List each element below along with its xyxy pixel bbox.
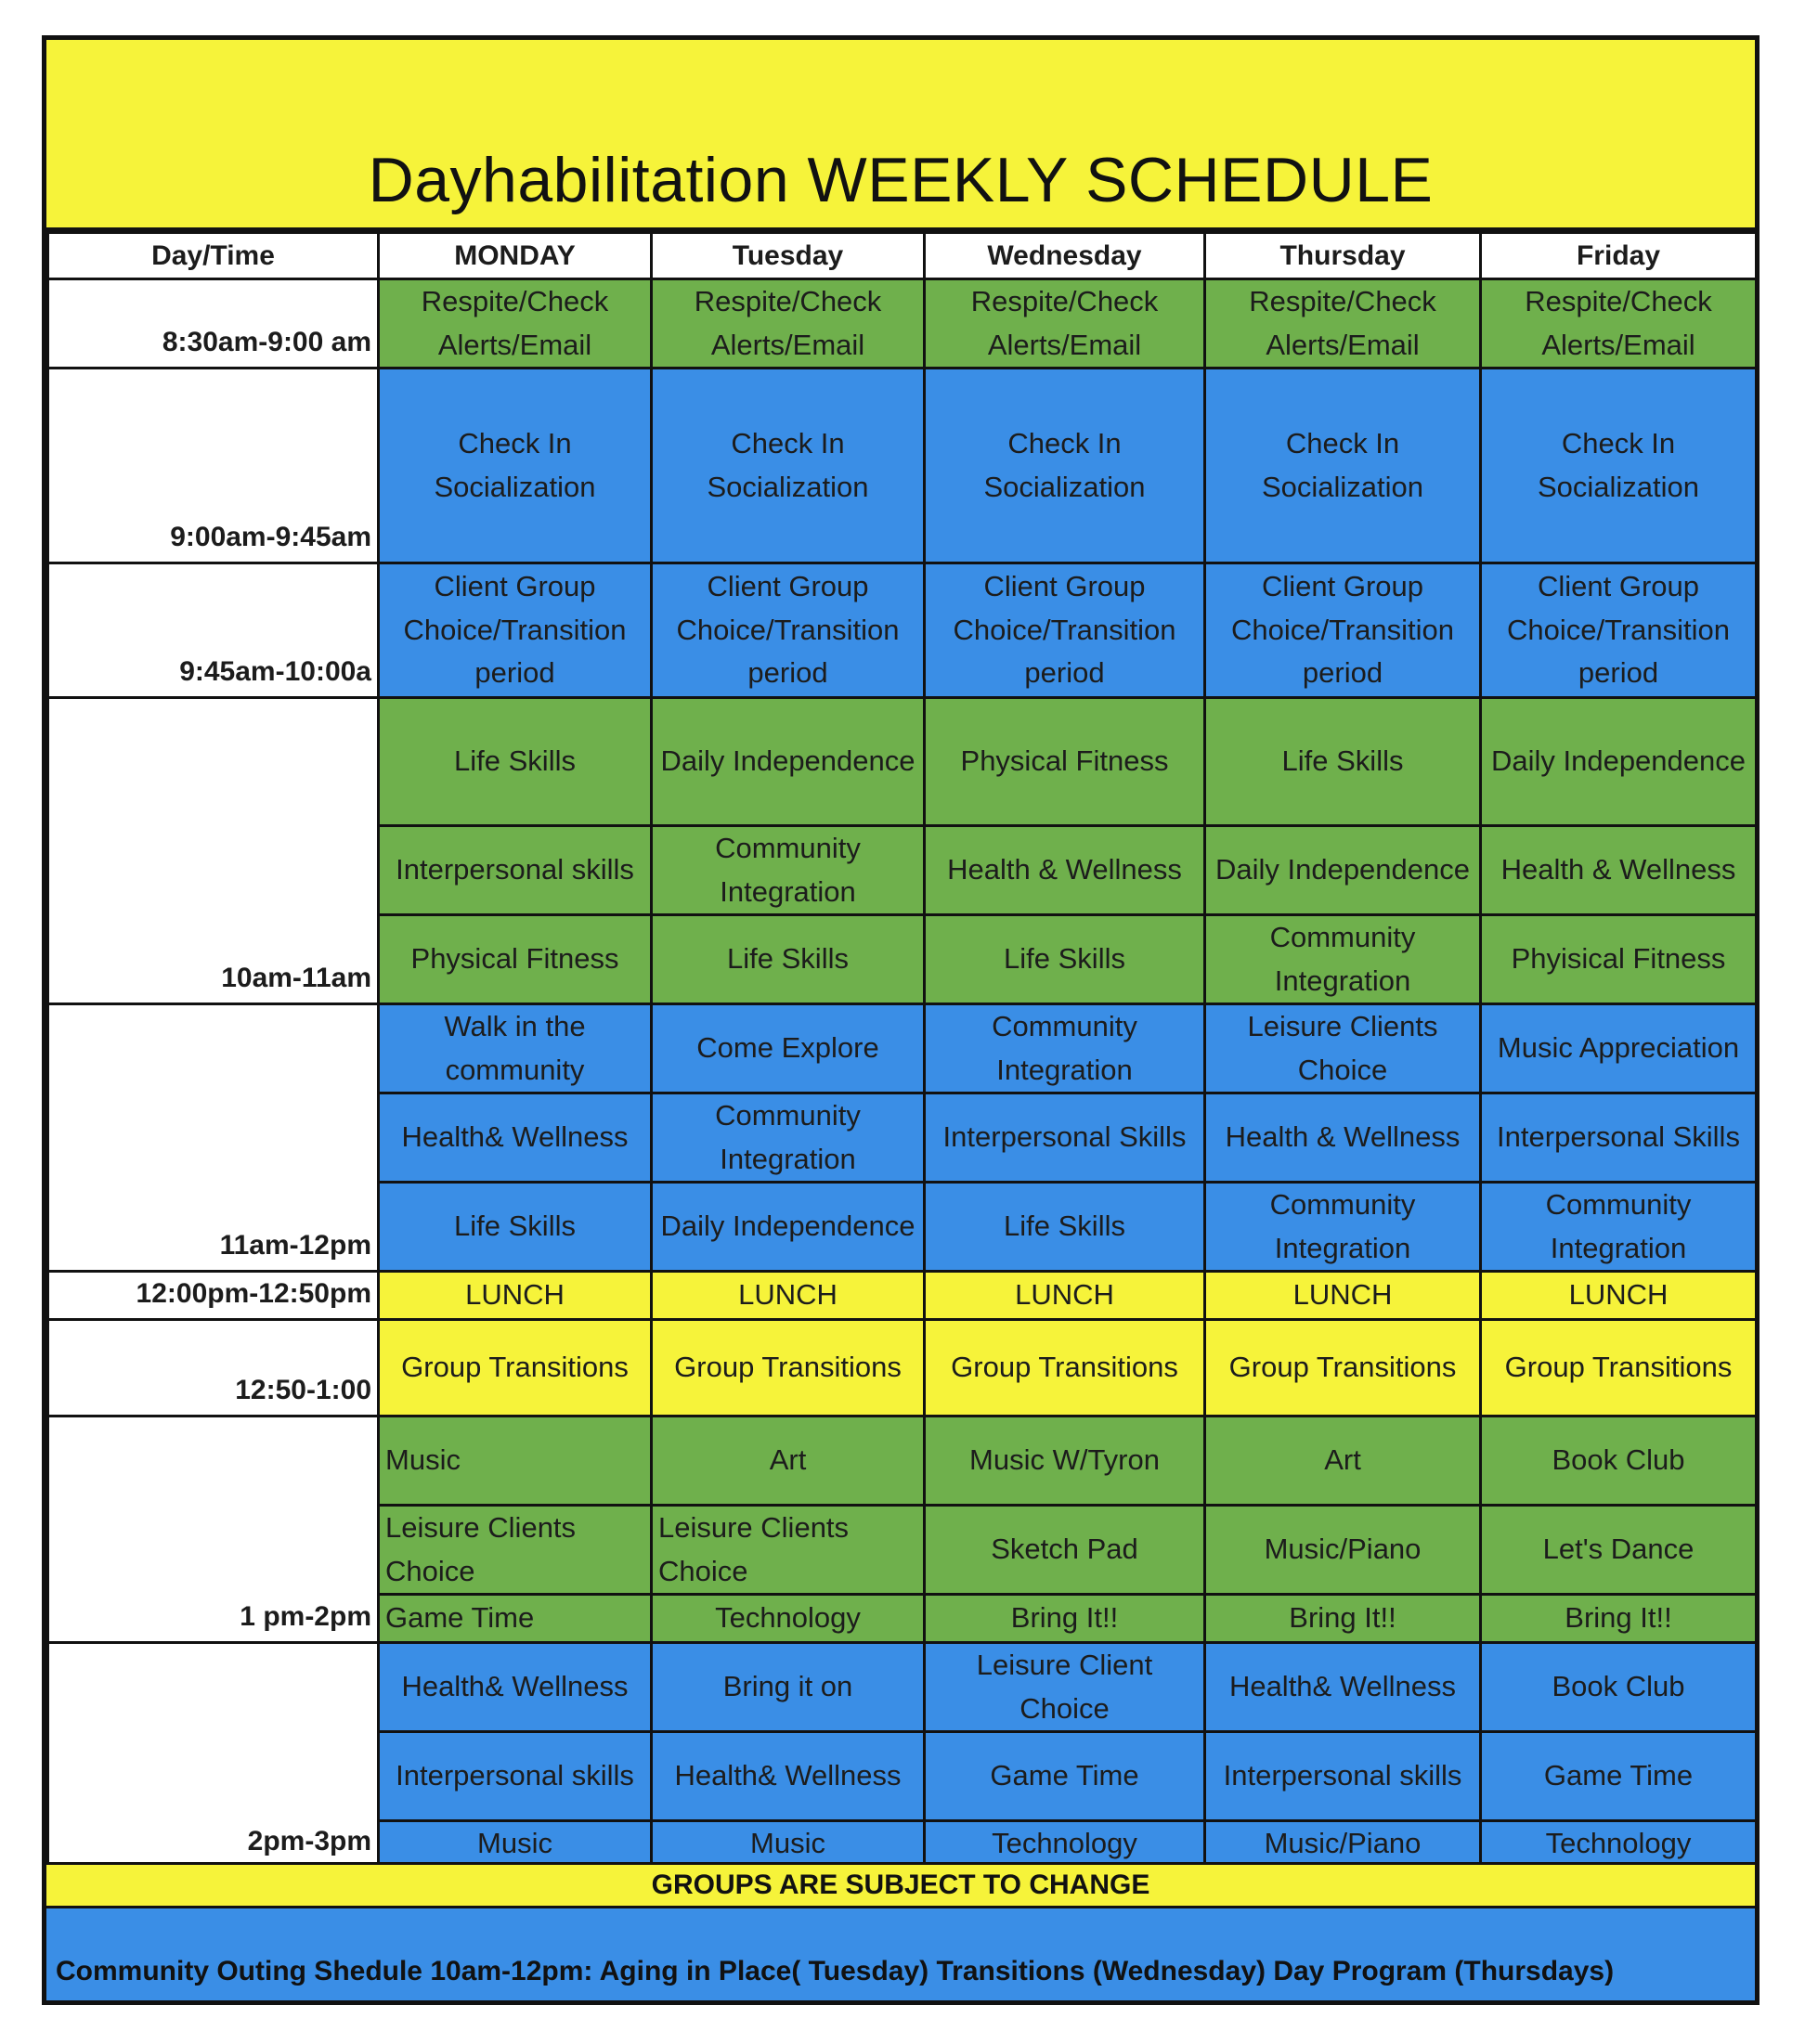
- activity-cell: Community Integration: [652, 1093, 925, 1183]
- activity-cell: Sketch Pad: [925, 1506, 1205, 1595]
- activity-cell: Health& Wellness: [379, 1643, 652, 1732]
- time-slot-cell: 9:45am-10:00a: [48, 563, 379, 698]
- time-slot-cell: 12:50-1:00: [48, 1320, 379, 1417]
- activity-cell: Respite/Check Alerts/Email: [1481, 279, 1757, 369]
- activity-cell: Game Time: [1481, 1732, 1757, 1821]
- activity-cell: Let's Dance: [1481, 1506, 1757, 1595]
- activity-cell: Health& Wellness: [379, 1093, 652, 1183]
- header-cell-monday: MONDAY: [379, 233, 652, 279]
- activity-cell: Community Integration: [1205, 915, 1481, 1004]
- header-cell-friday: Friday: [1481, 233, 1757, 279]
- activity-cell: Technology: [652, 1595, 925, 1643]
- time-slot-cell: 9:00am-9:45am: [48, 369, 379, 563]
- activity-cell: Client Group Choice/Transition period: [1205, 563, 1481, 698]
- time-slot-cell: 8:30am-9:00 am: [48, 279, 379, 369]
- schedule-sheet: [42, 35, 1760, 2005]
- activity-cell: Respite/Check Alerts/Email: [652, 279, 925, 369]
- activity-cell: LUNCH: [379, 1272, 652, 1320]
- activity-cell: Health& Wellness: [1205, 1643, 1481, 1732]
- footer-text: Community Outing Shedule 10am-12pm: Aging in Place( Tuesday) Transitions (Wednesday) Day Program (Thursdays): [56, 1956, 1615, 1986]
- activity-cell: Community Integration: [1481, 1183, 1757, 1272]
- activity-cell: Health& Wellness: [652, 1732, 925, 1821]
- activity-cell: Client Group Choice/Transition period: [925, 563, 1205, 698]
- activity-cell: Health & Wellness: [1205, 1093, 1481, 1183]
- activity-cell: Daily Independence: [652, 1183, 925, 1272]
- activity-cell: Respite/Check Alerts/Email: [1205, 279, 1481, 369]
- activity-cell: Game Time: [379, 1595, 652, 1643]
- activity-cell: Come Explore: [652, 1004, 925, 1093]
- time-slot-cell: 2pm-3pm: [48, 1643, 379, 1868]
- table-row: [48, 563, 1757, 698]
- header-cell-wednesday: Wednesday: [925, 233, 1205, 279]
- activity-cell: Music Appreciation: [1481, 1004, 1757, 1093]
- activity-cell: Community Integration: [1205, 1183, 1481, 1272]
- activity-cell: Health & Wellness: [925, 826, 1205, 915]
- time-slot-cell: 10am-11am: [48, 698, 379, 1004]
- activity-cell: Life Skills: [652, 915, 925, 1004]
- activity-cell: Life Skills: [925, 1183, 1205, 1272]
- activity-cell: Interpersonal Skills: [925, 1093, 1205, 1183]
- activity-cell: Respite/Check Alerts/Email: [925, 279, 1205, 369]
- activity-cell: Check In Socialization: [652, 369, 925, 563]
- activity-cell: Art: [652, 1417, 925, 1506]
- activity-cell: Phyisical Fitness: [1481, 915, 1757, 1004]
- header-cell-tuesday: Tuesday: [652, 233, 925, 279]
- activity-cell: Music/Piano: [1205, 1821, 1481, 1868]
- table-row: [48, 1272, 1757, 1320]
- activity-cell: Game Time: [925, 1732, 1205, 1821]
- table-row: [48, 698, 1757, 826]
- activity-cell: Interpersonal skills: [379, 1732, 652, 1821]
- activity-cell: Client Group Choice/Transition period: [1481, 563, 1757, 698]
- activity-cell: Art: [1205, 1417, 1481, 1506]
- activity-cell: Respite/Check Alerts/Email: [379, 279, 652, 369]
- header-cell-thursday: Thursday: [1205, 233, 1481, 279]
- activity-cell: Group Transitions: [379, 1320, 652, 1417]
- activity-cell: Book Club: [1481, 1643, 1757, 1732]
- title-band: [46, 40, 1755, 231]
- activity-cell: Book Club: [1481, 1417, 1757, 1506]
- activity-cell: Check In Socialization: [925, 369, 1205, 563]
- activity-cell: Group Transitions: [1481, 1320, 1757, 1417]
- activity-cell: Interpersonal skills: [379, 826, 652, 915]
- footer-band: [46, 1908, 1755, 2000]
- activity-cell: Health & Wellness: [1481, 826, 1757, 915]
- activity-cell: Leisure Client Choice: [925, 1643, 1205, 1732]
- activity-cell: LUNCH: [1481, 1272, 1757, 1320]
- activity-cell: Bring it on: [652, 1643, 925, 1732]
- table-row: [48, 369, 1757, 563]
- activity-cell: Leisure Clients Choice: [652, 1506, 925, 1595]
- time-slot-cell: 1 pm-2pm: [48, 1417, 379, 1643]
- activity-cell: Bring It!!: [1481, 1595, 1757, 1643]
- activity-cell: Life Skills: [379, 698, 652, 826]
- activity-cell: LUNCH: [925, 1272, 1205, 1320]
- activity-cell: Bring It!!: [925, 1595, 1205, 1643]
- table-row: [48, 1643, 1757, 1732]
- activity-cell: Music: [379, 1417, 652, 1506]
- table-row: [48, 1320, 1757, 1417]
- schedule-body: [48, 279, 1757, 1868]
- activity-cell: Daily Independence: [652, 698, 925, 826]
- activity-cell: Technology: [925, 1821, 1205, 1868]
- activity-cell: LUNCH: [652, 1272, 925, 1320]
- activity-cell: Music: [652, 1821, 925, 1868]
- activity-cell: Daily Independence: [1481, 698, 1757, 826]
- table-row: [48, 279, 1757, 369]
- page-title: Dayhabilitation WEEKLY SCHEDULE: [368, 145, 1434, 215]
- activity-cell: Music/Piano: [1205, 1506, 1481, 1595]
- time-slot-cell: 12:00pm-12:50pm: [48, 1272, 379, 1320]
- activity-cell: Music: [379, 1821, 652, 1868]
- activity-cell: Music W/Tyron: [925, 1417, 1205, 1506]
- header-cell-time: Day/Time: [48, 233, 379, 279]
- activity-cell: Physical Fitness: [379, 915, 652, 1004]
- activity-cell: Community Integration: [652, 826, 925, 915]
- activity-cell: Physical Fitness: [925, 698, 1205, 826]
- activity-cell: Group Transitions: [1205, 1320, 1481, 1417]
- header-row: [48, 233, 1757, 279]
- activity-cell: Community Integration: [925, 1004, 1205, 1093]
- activity-cell: Check In Socialization: [1481, 369, 1757, 563]
- notice-banner: GROUPS ARE SUBJECT TO CHANGE: [46, 1862, 1755, 1908]
- schedule-table: [46, 231, 1758, 1869]
- activity-cell: LUNCH: [1205, 1272, 1481, 1320]
- table-row: [48, 1417, 1757, 1506]
- activity-cell: Bring It!!: [1205, 1595, 1481, 1643]
- activity-cell: Interpersonal Skills: [1481, 1093, 1757, 1183]
- activity-cell: Life Skills: [1205, 698, 1481, 826]
- activity-cell: Technology: [1481, 1821, 1757, 1868]
- activity-cell: Daily Independence: [1205, 826, 1481, 915]
- activity-cell: Life Skills: [379, 1183, 652, 1272]
- activity-cell: Leisure Clients Choice: [379, 1506, 652, 1595]
- activity-cell: Life Skills: [925, 915, 1205, 1004]
- activity-cell: Walk in the community: [379, 1004, 652, 1093]
- activity-cell: Client Group Choice/Transition period: [652, 563, 925, 698]
- activity-cell: Client Group Choice/Transition period: [379, 563, 652, 698]
- activity-cell: Check In Socialization: [379, 369, 652, 563]
- activity-cell: Leisure Clients Choice: [1205, 1004, 1481, 1093]
- activity-cell: Group Transitions: [925, 1320, 1205, 1417]
- time-slot-cell: 11am-12pm: [48, 1004, 379, 1272]
- activity-cell: Check In Socialization: [1205, 369, 1481, 563]
- activity-cell: Interpersonal skills: [1205, 1732, 1481, 1821]
- table-row: [48, 1004, 1757, 1093]
- activity-cell: Group Transitions: [652, 1320, 925, 1417]
